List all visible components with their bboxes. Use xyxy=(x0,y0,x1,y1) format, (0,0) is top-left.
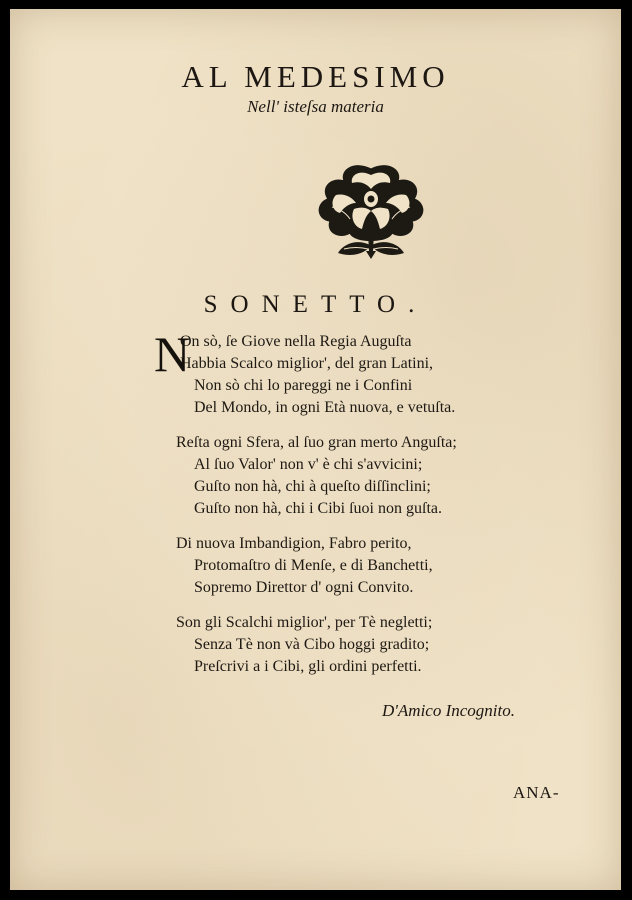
poem-line: Guſto non hà, chi à queſto diſſinclini; xyxy=(194,478,431,495)
book-page xyxy=(10,9,621,890)
poem-line: Reſta ogni Sfera, al ſuo gran merto Anguſta; xyxy=(176,434,457,451)
poem-line: Guſto non hà, chi i Cibi ſuoi non guſta. xyxy=(194,500,442,517)
sonnet-heading: SONETTO. xyxy=(203,291,428,318)
stanza-4 xyxy=(160,612,590,678)
stanza-3 xyxy=(160,533,590,599)
poem-line: Protomaſtro di Menſe, e di Banchetti, xyxy=(194,557,433,574)
poem-line: Son gli Scalchi miglior', per Tè negletti; xyxy=(176,614,433,631)
page-subtitle: Nell' isteſsa materia xyxy=(247,97,384,116)
stanza-1 xyxy=(160,331,590,419)
stanza-2 xyxy=(160,432,590,520)
catchword: ANA- xyxy=(513,783,560,802)
poem-line: Habbia Scalco miglior', del gran Latini, xyxy=(180,355,434,372)
poem-line: On sò, ſe Giove nella Regia Auguſta xyxy=(180,333,412,350)
poem-line: Preſcrivi a i Cibi, gli ordini perfetti. xyxy=(194,658,422,675)
poem-line: Di nuova Imbandigion, Fabro perito, xyxy=(176,535,412,552)
sonnet-body xyxy=(154,326,590,691)
poem-line: Senza Tè non và Cibo hoggi gradito; xyxy=(194,636,430,653)
rose-woodcut-ornament-icon xyxy=(310,159,432,269)
signature: D'Amico Incognito. xyxy=(382,701,515,720)
page-title: AL MEDESIMO xyxy=(181,59,450,94)
poem-line: Al ſuo Valor' non v' è chi s'avvicini; xyxy=(194,456,423,473)
drop-cap: N xyxy=(154,326,191,382)
poem-line: Del Mondo, in ogni Età nuova, e vetuſta. xyxy=(194,399,456,416)
poem-line: Sopremo Direttor d' ogni Convito. xyxy=(194,579,414,596)
poem-line: Non sò chi lo pareggi ne i Confini xyxy=(194,377,413,394)
